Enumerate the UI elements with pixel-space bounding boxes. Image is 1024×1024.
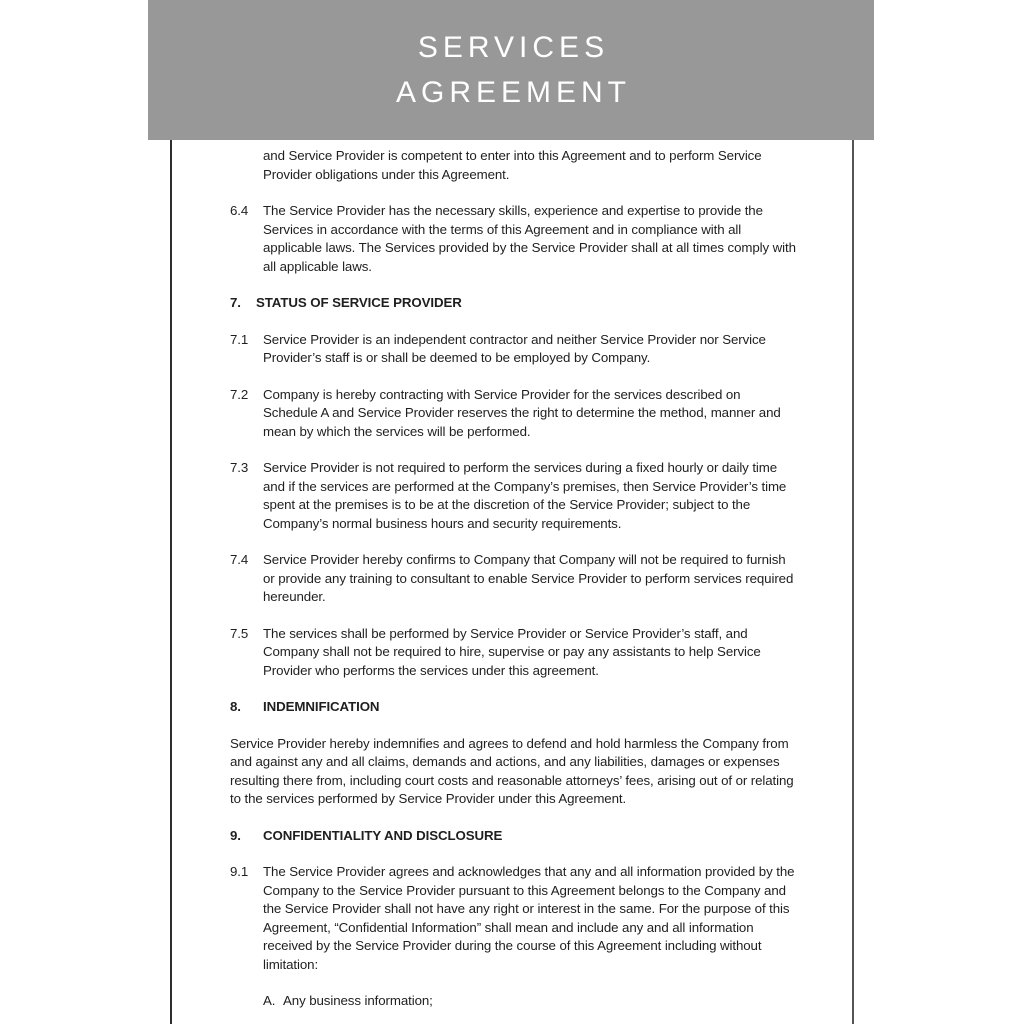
- clause-number: 9.1: [230, 864, 249, 879]
- clause-text: Company is hereby contracting with Service Provider for the services described on Schedule A and Service Provider reserves the right to determine the method, manner and mean by which the services will be performed.: [263, 386, 781, 439]
- numbered-clause-7-3: [230, 459, 796, 533]
- list-item-text: Any business information;: [283, 993, 433, 1008]
- clause-number: 7.5: [230, 625, 249, 641]
- numbered-clause-9-1: [230, 863, 796, 974]
- section-heading-7: [230, 294, 796, 313]
- document-title-line-1: SERVICES: [417, 31, 610, 64]
- document-page: [170, 140, 854, 1024]
- section-number: 9.: [230, 827, 241, 843]
- body-paragraph-indemnification: Service Provider hereby indemnifies and agrees to defend and hold harmless the Company from and against any and all claims, demands and actions, and any liabilities, damages or expenses resulting there from, including court costs and reasonable attorneys’ fees, arising out of or relating to the services performed by Service Provider under this Agreement.: [230, 735, 794, 806]
- section-title: STATUS OF SERVICE PROVIDER: [256, 295, 462, 310]
- clause-number: 7.2: [230, 386, 249, 402]
- lettered-list-item-a: [263, 992, 796, 1011]
- clause-text: The Service Provider has the necessary skills, experience and expertise to provide the Services in accordance with the terms of this Agreement and in compliance with all applicable laws. The Services provided by the Service Provider shall at all times comply with all applicable laws.: [263, 203, 796, 274]
- clause-number: 7.1: [230, 331, 249, 347]
- clause-text: Service Provider is not required to perform the services during a fixed hourly or daily time and if the services are performed at the Company’s premises, then Service Provider’s time spent at the premises is to be at the discretion of the Service Provider; subject to the Company’s normal business hours and security requirements.: [263, 460, 787, 531]
- section-heading-9: [230, 827, 796, 846]
- clause-text: The Service Provider agrees and acknowledges that any and all information provided by the Company to the Service Provider pursuant to this Agreement belongs to the Company and the Service Provider shall not have any right or interest in the same. For the purpose of this Agreement, “Confidential Information” shall mean and include any and all information received by the Service Provider during the course of this Agreement including without limitation:: [263, 864, 795, 972]
- numbered-clause-7-2: [230, 386, 796, 442]
- continuation-paragraph: and Service Provider is competent to enter into this Agreement and to perform Service Provider obligations under this Agreement.: [263, 148, 762, 182]
- list-item-letter: A.: [263, 993, 276, 1008]
- clause-number: 7.3: [230, 460, 249, 475]
- numbered-clause-7-4: [230, 551, 796, 607]
- clause-text: Service Provider is an independent contractor and neither Service Provider nor Service Provider’s staff is or shall be deemed to be employed by Company.: [263, 331, 766, 365]
- section-title: CONFIDENTIALITY AND DISCLOSURE: [263, 827, 503, 843]
- numbered-clause-7-1: [230, 331, 796, 368]
- numbered-clause-6-4: [230, 202, 796, 276]
- document-title-line-2: AGREEMENT: [395, 76, 632, 109]
- section-heading-8: [230, 698, 796, 717]
- numbered-clause-7-5: [230, 625, 796, 681]
- clause-text: Service Provider hereby confirms to Company that Company will not be required to furnish or provide any training to consultant to enable Service Provider to perform services required hereunder.: [263, 552, 794, 604]
- clause-text: The services shall be performed by Service Provider or Service Provider’s staff, and Company shall not be required to hire, supervise or pay any assistants to help Service Provider who performs the services under this agreement.: [263, 625, 761, 678]
- section-title: INDEMNIFICATION: [263, 699, 380, 714]
- clause-number: 6.4: [230, 203, 249, 218]
- document-header-band: [148, 0, 874, 140]
- section-number: 8.: [230, 699, 241, 714]
- clause-number: 7.4: [230, 552, 249, 567]
- document-content: [172, 140, 852, 1011]
- section-number: 7.: [230, 295, 241, 310]
